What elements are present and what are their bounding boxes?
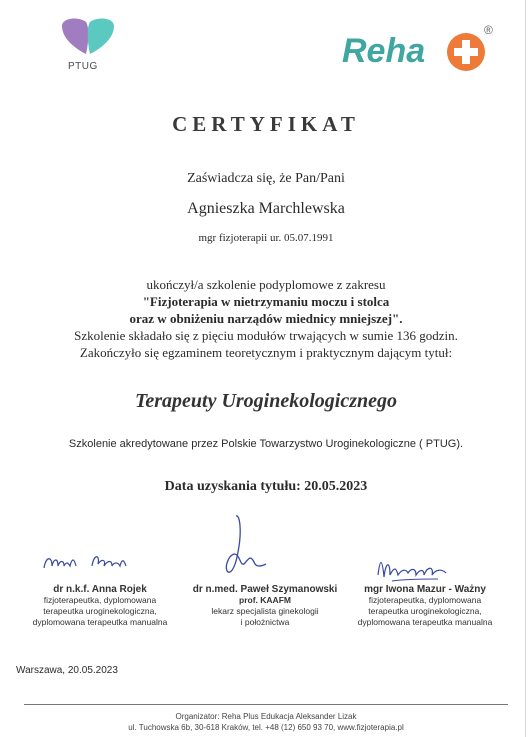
signature-anna-rojek-icon <box>40 548 140 576</box>
attest-text: Zaświadcza się, że Pan/Pani <box>187 171 345 186</box>
registered-mark: ® <box>484 23 493 37</box>
recipient-degree: mgr fizjoterapii ur. 05.07.1991 <box>198 232 334 244</box>
ptug-logo-text: PTUG <box>68 61 98 72</box>
signatory-role-line: dyplomowana terapeutka manualna <box>32 617 168 627</box>
certificate-title: CERTYFIKAT <box>172 112 360 136</box>
signatory-name: mgr Iwona Mazur - Ważny <box>364 584 486 595</box>
reha-logo-text: Reha <box>342 32 426 70</box>
signature-block-left <box>20 584 180 628</box>
signature-iwona-mazur-wazny-icon <box>372 553 452 587</box>
exam-text: Zakończyło się egzaminem teoretycznym i praktycznym dającym tytuł: <box>79 345 453 360</box>
signatory-role-line: fizjoterapeutka, dyplomowana <box>43 595 157 605</box>
signatory-role-line: terapeutka uroginekologiczna, <box>43 606 157 616</box>
course-name-line1: "Fizjoterapia w nietrzymaniu moczu i stolca <box>142 294 390 309</box>
signatory-name: dr n.k.f. Anna Rojek <box>53 584 147 595</box>
signatory-role-line: prof. KAAFM <box>239 595 291 605</box>
place-and-date: Warszawa, 20.05.2023 <box>16 665 118 676</box>
page-edge-line <box>525 0 526 737</box>
course-name-line2: oraz w obniżeniu narządów miednicy mniejszej". <box>129 311 403 326</box>
signatory-name: dr n.med. Paweł Szymanowski <box>192 584 338 595</box>
date-of-title: Data uzyskania tytułu: 20.05.2023 <box>164 479 368 494</box>
footer-divider <box>24 704 508 705</box>
reha-plus-logo <box>340 20 500 76</box>
signatory-role-line: terapeutka uroginekologiczna, <box>368 606 482 616</box>
organizer-text: Organizator: Reha Plus Edukacja Aleksander Lizak <box>175 712 357 721</box>
signatory-role-line: dyplomowana terapeutka manualna <box>357 617 493 627</box>
signatory-role-line: lekarz specjalista ginekologii <box>211 606 319 616</box>
signature-block-right <box>345 584 505 628</box>
recipient-name: Agnieszka Marchlewska <box>187 200 345 217</box>
signature-pawel-szymanowski-icon <box>210 512 280 584</box>
organizer-address: ul. Tuchowska 6b, 30-618 Kraków, tel. +48 (12) 650 93 70, www.fizjoterapia.pl <box>128 723 404 732</box>
completed-text: ukończył/a szkolenie podyplomowe z zakresu <box>146 277 386 292</box>
signatory-role-line: fizjoterapeutka, dyplomowana <box>368 595 482 605</box>
granted-title: Terapeuty Uroginekologicznego <box>134 390 398 412</box>
signature-block-middle <box>180 584 350 628</box>
accreditation-text: Szkolenie akredytowane przez Polskie Towarzystwo Uroginekologiczne ( PTUG). <box>68 438 464 450</box>
signatory-role-line: i położnictwa <box>240 617 290 627</box>
modules-text: Szkolenie składało się z pięciu modułów trwających w sumie 136 godzin. <box>74 328 458 343</box>
